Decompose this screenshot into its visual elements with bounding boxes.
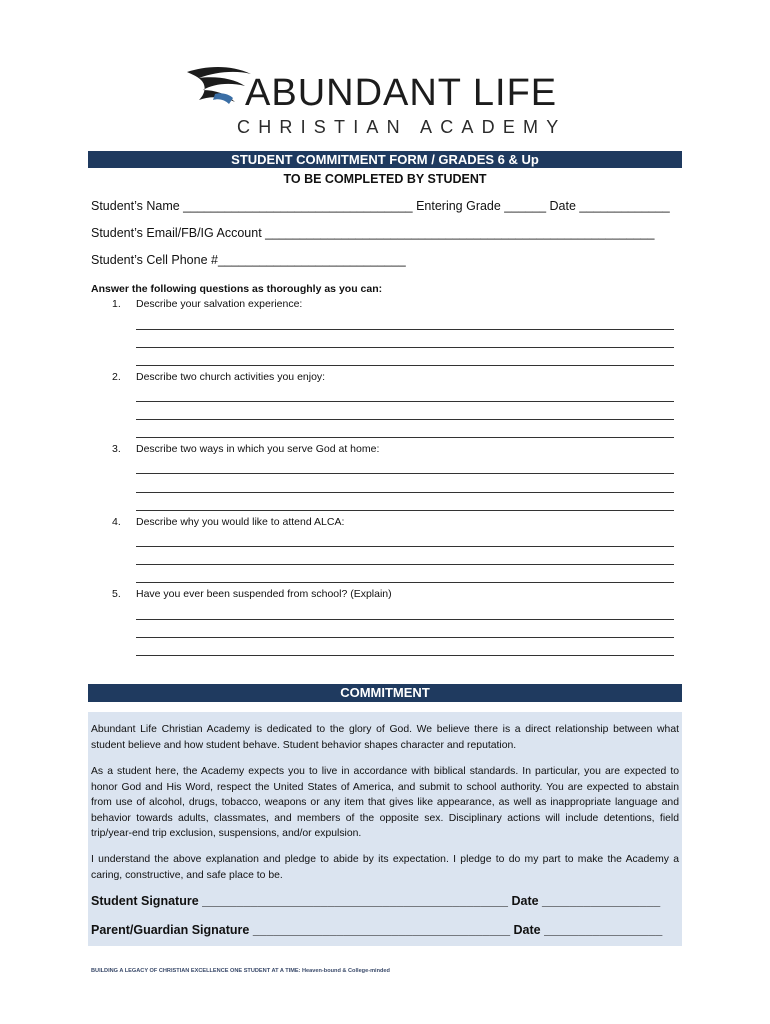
commitment-paragraph-3: I understand the above explanation and pledge to abide by its expectation. I pledge to do my part to make the Academy a caring, constructive, and safe place to be. [91,854,679,881]
logo-subtitle: CHRISTIAN ACADEMY [237,117,567,137]
question-2 [112,371,325,383]
question-5 [112,588,392,600]
form-subtitle: TO BE COMPLETED BY STUDENT [283,172,487,186]
question-text: Describe your salvation experience: [136,298,303,310]
footer-tagline: BUILDING A LEGACY OF CHRISTIAN EXCELLENCE ONE STUDENT AT A TIME: Heaven-bound & College-minded [91,968,390,974]
answer-line[interactable] [136,510,674,511]
student-email-field[interactable]: Student’s Email/FB/IG Account ________________________________________________________ [91,226,655,240]
questions-instruction: Answer the following questions as thoroughly as you can: [91,283,383,295]
logo-title: ABUNDANT LIFE [245,72,558,114]
question-number: 2. [112,371,121,383]
commitment-paragraph-2: As a student here, the Academy expects you to live in accordance with biblical standards. In particular, you are expected to honor God and His Word, respect the United States of America, and submit to school authority. You are expected to abstain from use of alcohol, drugs, tobacco, weapons or any item that gives like appearance, as well as inappropriate language and behavior towards adults, classmates, and members of the opposite sex. Disciplinary actions will include detentions, field trip/year-end trip exclusion, suspensions, and/or expulsion. [91,766,679,840]
answer-line[interactable] [136,582,674,583]
question-text: Describe two ways in which you serve God at home: [136,443,380,455]
answer-line[interactable] [136,637,674,638]
commitment-paragraph-1: Abundant Life Christian Academy is dedicated to the glory of God. We believe there is a direct relationship between what student believe and how student behave. Student behavior shapes character and reputation. [91,724,679,751]
answer-line[interactable] [136,546,674,547]
question-3 [112,443,379,455]
question-text: Describe why you would like to attend ALCA: [136,516,345,528]
answer-line[interactable] [136,347,674,348]
question-number: 1. [112,298,121,310]
student-signature-field[interactable]: Student Signature ____________________________________________ Date _________________ [91,894,661,908]
answer-line[interactable] [136,492,674,493]
commitment-title-bar: COMMITMENT [88,684,682,702]
answer-line[interactable] [136,564,674,565]
answer-line[interactable] [136,365,674,366]
answer-line[interactable] [136,329,674,330]
answer-line[interactable] [136,437,674,438]
answer-line[interactable] [136,419,674,420]
question-4 [112,516,344,528]
question-text: Have you ever been suspended from school? (Explain) [136,588,392,600]
answer-line[interactable] [136,473,674,474]
student-phone-field[interactable]: Student’s Cell Phone #___________________________ [91,253,406,267]
question-number: 3. [112,443,121,455]
question-number: 4. [112,516,121,528]
question-1 [112,298,302,310]
student-name-field[interactable]: Student’s Name _________________________________ Entering Grade ______ Date _____________ [91,199,670,213]
parent-signature-field[interactable]: Parent/Guardian Signature _____________________________________ Date _________________ [91,923,663,937]
question-text: Describe two church activities you enjoy: [136,371,326,383]
answer-line[interactable] [136,619,674,620]
question-number: 5. [112,588,121,600]
school-logo [185,60,585,140]
answer-line[interactable] [136,655,674,656]
form-title-bar: STUDENT COMMITMENT FORM / GRADES 6 & Up [88,151,682,168]
answer-line[interactable] [136,401,674,402]
